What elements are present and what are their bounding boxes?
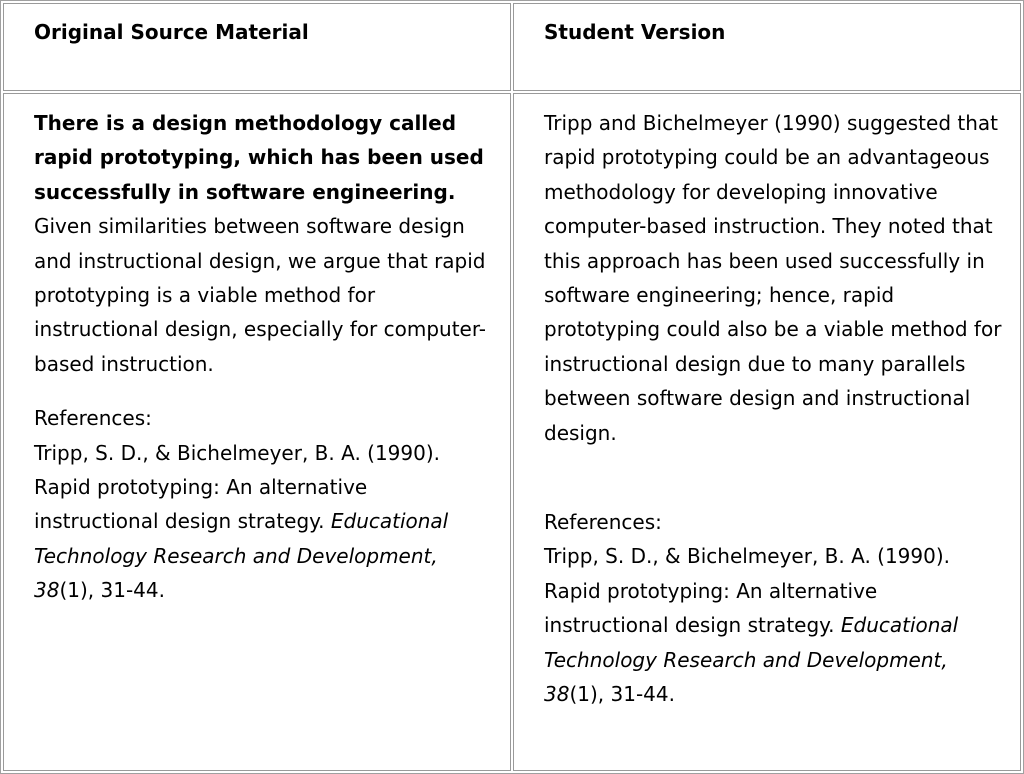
original-text: Given similarities between software design and instructional design, we argue that rapid prototyping is a viable method for instructional design, especially for computer-based instruction. (34, 214, 487, 376)
body-cell-original (3, 93, 511, 771)
original-ref-journal: Educational Technology Research and Development, 38 (34, 509, 449, 603)
header-cell-student (513, 3, 1021, 91)
header-original: Original Source Material (34, 20, 309, 44)
header-cell-original (3, 3, 511, 91)
spacer (34, 381, 496, 401)
original-references-label: References: (34, 406, 152, 431)
student-reference (544, 539, 1006, 711)
student-ref-tail: (1), 31-44. (569, 682, 675, 707)
original-reference (34, 436, 496, 608)
student-ref-plain: Tripp, S. D., & Bichelmeyer, B. A. (1990). Rapid prototyping: An alternative instructional design strategy. (544, 544, 951, 638)
original-ref-plain: Tripp, S. D., & Bichelmeyer, B. A. (1990). Rapid prototyping: An alternative instructional design strategy. (34, 440, 441, 534)
student-paragraph: Tripp and Bichelmeyer (1990) suggested that rapid prototyping could be an advantageous methodology for developing innovative computer-based instruction. They noted that this approach has been used successfully in software engineering; hence, rapid prototyping could also be a viable method for instructional design due to many parallels between software design and instructional design. (544, 111, 1002, 445)
student-references-label: References: (544, 510, 662, 535)
original-ref-tail: (1), 31-44. (59, 578, 165, 603)
body-cell-student (513, 93, 1021, 771)
header-student: Student Version (544, 20, 726, 44)
spacer (544, 450, 1006, 505)
student-content (544, 106, 1006, 712)
original-paragraph (34, 106, 496, 381)
original-bold-text: There is a design methodology called rapid prototyping, which has been used successfully in software engineering. (34, 111, 484, 204)
original-content (34, 106, 496, 608)
student-ref-journal: Educational Technology Research and Development, 38 (544, 613, 959, 707)
